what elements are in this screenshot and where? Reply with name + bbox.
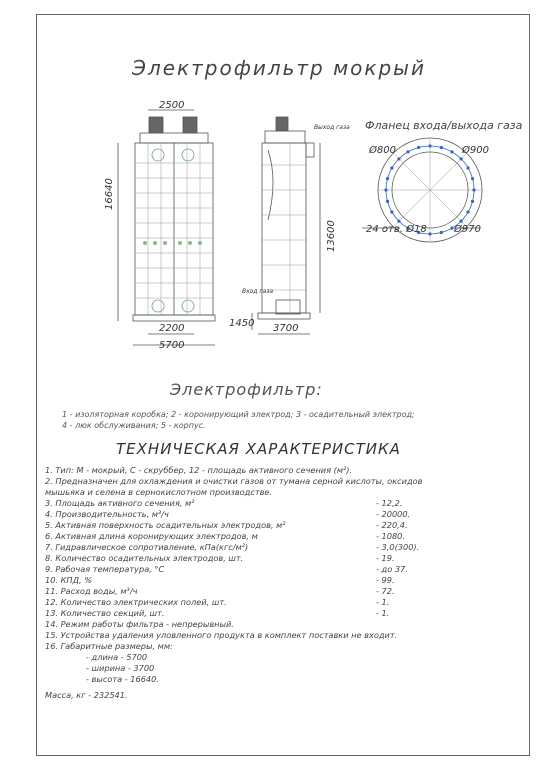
spec-value: - 99. bbox=[376, 575, 395, 585]
front-bottom-inner-label: 2200 bbox=[159, 323, 185, 334]
spec-value: - 72. bbox=[376, 586, 395, 596]
gas-inlet-label: Вход газа bbox=[242, 288, 274, 295]
flange-bolt-hole bbox=[428, 232, 431, 235]
flange-bolt-hole bbox=[460, 157, 463, 160]
flange-bolt-hole bbox=[386, 177, 389, 180]
flange-outer-diameter-label: Ø900 bbox=[462, 145, 489, 156]
spec-item: 9. Рабочая температура, °С bbox=[45, 564, 165, 574]
drawing-title: Электрофильтр мокрый bbox=[132, 56, 426, 80]
spec-item: 13. Количество секций, шт. bbox=[45, 608, 165, 618]
flange-bolt-hole bbox=[450, 150, 453, 153]
front-width-top-label: 2500 bbox=[159, 100, 185, 111]
flange-bolt-hole bbox=[390, 166, 393, 169]
flange-holes-label: 24 отв. Ø18 bbox=[366, 224, 427, 235]
spec-item: 15. Устройства удаления уловленного продукта в комплект поставки не входит. bbox=[45, 630, 398, 640]
side-height-label: 13600 bbox=[326, 220, 337, 252]
flange-bolt-hole bbox=[467, 210, 470, 213]
front-total-width-label: 5700 bbox=[159, 340, 185, 351]
side-width-label: 3700 bbox=[273, 323, 299, 334]
flange-bolt-hole bbox=[406, 150, 409, 153]
flange-bolt-hole bbox=[428, 144, 431, 147]
spec-item: 2. Предназначен для охлаждения и очистки газов от тумана серной кислоты, оксидов bbox=[45, 476, 423, 486]
flange-bolt-hole bbox=[397, 157, 400, 160]
spec-item: мышьяка и селена в сернокислотном производстве. bbox=[45, 487, 273, 497]
flange-bolt-hole bbox=[460, 220, 463, 223]
flange-inner-diameter-label: Ø800 bbox=[369, 145, 396, 156]
spec-value: - 3,0(300). bbox=[376, 542, 420, 552]
tech-heading: ТЕХНИЧЕСКАЯ ХАРАКТЕРИСТИКА bbox=[116, 440, 401, 458]
spec-item: 6. Активная длина коронирующих электродов, м bbox=[45, 531, 258, 541]
flange-bolt-hole bbox=[471, 200, 474, 203]
flange-diameter-label: Ø970 bbox=[454, 224, 481, 235]
dim-length: - длина - 5700 bbox=[86, 652, 148, 662]
flange-bolt-hole bbox=[386, 200, 389, 203]
front-height-label: 16640 bbox=[104, 178, 115, 210]
flange-bolt-hole bbox=[440, 146, 443, 149]
spec-item: 3. Площадь активного сечения, м² bbox=[45, 498, 195, 508]
flange-bolt-hole bbox=[397, 220, 400, 223]
spec-value: - 1080. bbox=[376, 531, 405, 541]
spec-item: 5. Активная поверхность осадительных электродов, м² bbox=[45, 520, 286, 530]
legend-line-1: 1 - изоляторная коробка; 2 - коронирующий электрод; 3 - осадительный электрод; bbox=[62, 410, 415, 419]
spec-item: 1. Тип: М - мокрый, С - скруббер, 12 - площадь активного сечения (м²). bbox=[45, 465, 353, 475]
flange-bolt-hole bbox=[390, 210, 393, 213]
legend-heading: Электрофильтр: bbox=[170, 380, 323, 399]
spec-item: 11. Расход воды, м³/ч bbox=[45, 586, 138, 596]
spec-item: 12. Количество электрических полей, шт. bbox=[45, 597, 227, 607]
spec-value: - 1. bbox=[376, 608, 390, 618]
flange-bolt-hole bbox=[472, 188, 475, 191]
side-view bbox=[252, 117, 320, 334]
spec-value: - 19. bbox=[376, 553, 395, 563]
dim-height: - высота - 16640. bbox=[86, 674, 159, 684]
flange-bolt-hole bbox=[417, 146, 420, 149]
spec-value: - 1. bbox=[376, 597, 390, 607]
spec-item: 10. КПД, % bbox=[45, 575, 92, 585]
spec-item: 7. Гидравлическое сопротивление, кПа(кгс/м²) bbox=[45, 542, 249, 552]
flange-title: Фланец входа/выхода газа bbox=[365, 119, 523, 132]
spec-item: 8. Количество осадительных электродов, шт. bbox=[45, 553, 244, 563]
spec-item: 16. Габаритные размеры, мм: bbox=[45, 641, 173, 651]
flange-bolt-hole bbox=[467, 166, 470, 169]
legend-line-2: 4 - люк обслуживания; 5 - корпус. bbox=[62, 421, 206, 430]
front-view bbox=[118, 110, 215, 345]
flange-bolt-hole bbox=[384, 188, 387, 191]
mass: Масса, кг - 232541. bbox=[45, 690, 128, 700]
spec-value: - 12,2. bbox=[376, 498, 403, 508]
flange-bolt-hole bbox=[440, 231, 443, 234]
spec-value: - до 37. bbox=[376, 564, 408, 574]
spec-item: 14. Режим работы фильтра - непрерывный. bbox=[45, 619, 234, 629]
gas-outlet-label: Выход газа bbox=[314, 124, 350, 131]
spec-item: 4. Производительность, м³/ч bbox=[45, 509, 169, 519]
flange-bolt-hole bbox=[471, 177, 474, 180]
dim-width: - ширина - 3700 bbox=[86, 663, 155, 673]
spec-value: - 220,4. bbox=[376, 520, 408, 530]
spec-value: - 20000. bbox=[376, 509, 411, 519]
side-base-offset-label: 1450 bbox=[229, 318, 255, 329]
